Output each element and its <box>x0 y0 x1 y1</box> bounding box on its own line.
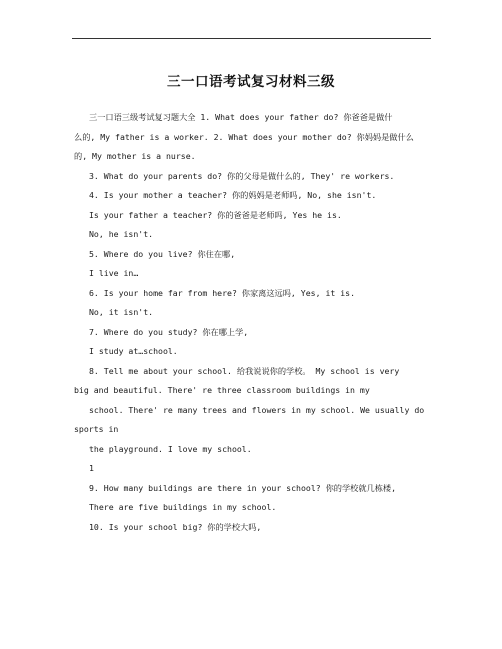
text-line: school. There' re many trees and flowers in my school. We usually do <box>89 404 425 415</box>
text-line: 4. Is your mother a teacher? 你的妈妈是老师吗, No, she isn't. <box>89 190 377 200</box>
text-line: Is your father a teacher? 你的爸爸是老师吗, Yes he is. <box>89 209 342 220</box>
document-title: 三一口语考试复习材料三级 <box>167 74 335 90</box>
document-body <box>74 108 444 537</box>
text-line: 么的, My father is a worker. 2. What does your mother do? 你妈妈是做什么 <box>74 131 414 142</box>
page-number: 1 <box>89 463 94 473</box>
text-line: 三一口语三级考试复习题大全 1. What does your father do? 你爸爸是做什 <box>89 112 393 122</box>
text-line: No, it isn't. <box>89 307 154 317</box>
text-line: 8. Tell me about your school. 给我说说你的学校。 My school is very <box>89 365 400 376</box>
text-line: 3. What do your parents do? 你的父母是做什么的, They' re workers. <box>89 170 395 181</box>
text-line: 5. Where do you live? 你住在哪, <box>89 248 236 259</box>
text-line: I study at…school. <box>89 346 178 356</box>
text-line: 的, My mother is a nurse. <box>74 151 196 161</box>
text-line: I live in… <box>89 268 139 278</box>
text-line: sports in <box>74 424 119 434</box>
text-line: 7. Where do you study? 你在哪上学, <box>89 326 249 337</box>
text-line: There are five buildings in my school. <box>89 502 277 512</box>
text-line: 6. Is your home far from here? 你家离这远吗, Yes, it is. <box>89 287 356 298</box>
text-line: the playground. I love my school. <box>89 443 252 454</box>
header-rule <box>72 38 431 39</box>
text-line: big and beautiful. There' re three classroom buildings in my <box>74 385 370 395</box>
text-line: No, he isn't. <box>89 229 154 239</box>
text-line: 10. Is your school big? 你的学校大吗, <box>89 521 262 532</box>
text-line: 9. How many buildings are there in your school? 你的学校就几栋楼, <box>89 482 397 493</box>
